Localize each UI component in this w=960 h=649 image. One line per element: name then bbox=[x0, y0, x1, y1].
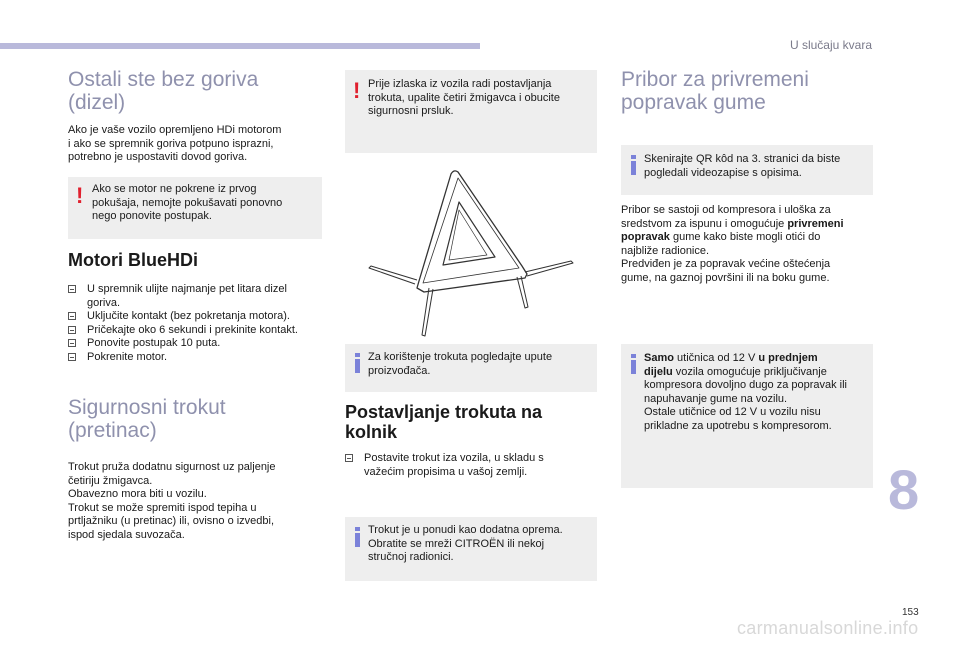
list-item: Pokrenite motor. bbox=[68, 351, 298, 365]
heading-bluehdi: Motori BlueHDi bbox=[68, 250, 198, 270]
fuel-intro: Ako je vaše vozilo opremljeno HDi motorom i ako se spremnik goriva potpuno isprazni, potrebno je uspostaviti dovod goriva. bbox=[68, 124, 282, 163]
info-box-usage: Za korištenje trokuta pogledajte upute proizvođača. bbox=[345, 344, 597, 392]
list-item: goriva. bbox=[87, 296, 121, 309]
info-icon bbox=[355, 353, 361, 373]
checkbox-icon bbox=[345, 454, 353, 462]
info-box-qr: Skenirajte QR kôd na 3. stranici da biste pogledali videozapise s opisima. bbox=[621, 145, 873, 195]
heading-repair-kit: Pribor za privremeni popravak gume bbox=[621, 68, 809, 114]
triangle-text: Trokut pruža dodatnu sigurnost uz paljenje četiriju žmigavca. Obavezno mora biti u vozilu. Trokut se može spremiti ispod tepiha u prtljažniku (u pretinac) ili, ovisno o izvedbi, ispod sjedala suvozača. bbox=[68, 461, 276, 541]
list-item: Pričekajte oko 6 sekundi i prekinite kontakt. bbox=[68, 324, 298, 338]
watermark: carmanualsonline.info bbox=[737, 618, 919, 638]
bluehdi-steps bbox=[68, 283, 298, 364]
page-number: 153 bbox=[902, 607, 919, 618]
list-item: Ponovite postupak 10 puta. bbox=[68, 337, 298, 351]
info-icon bbox=[631, 155, 637, 175]
list-item: važećim propisima u vašoj zemlji. bbox=[364, 465, 528, 478]
checkbox-icon bbox=[68, 353, 76, 361]
list-item: Postavite trokut iza vozila, u skladu s bbox=[345, 452, 544, 466]
list-item: Uključite kontakt (bez pokretanja motora). bbox=[68, 310, 298, 324]
list-item: U spremnik ulijte najmanje pet litara dizel bbox=[68, 283, 298, 297]
chapter-title: U slučaju kvara bbox=[789, 38, 872, 52]
checkbox-icon bbox=[68, 339, 76, 347]
warning-box-hazard: ! Prije izlaska iz vozila radi postavljanja trokuta, upalite četiri žmigavca i obucite sigurnosni prsluk. bbox=[345, 70, 597, 153]
checkbox-icon bbox=[68, 312, 76, 320]
place-steps bbox=[345, 452, 544, 479]
kit-description: Pribor se sastoji od kompresora i uloška za sredstvom za ispunu i omogućuje privremeni popravak gume kako biste mogli otići do najbliže radionice. Predviđen je za popravak većine oštećenja gume, na gaznoj površini ili na boku gume. bbox=[621, 204, 844, 284]
info-icon bbox=[631, 354, 637, 374]
warning-icon: ! bbox=[76, 183, 84, 208]
warning-triangle-illustration bbox=[345, 160, 597, 340]
checkbox-icon bbox=[68, 326, 76, 334]
heading-place-triangle: Postavljanje trokuta na kolnik bbox=[345, 402, 543, 442]
info-icon bbox=[355, 527, 361, 547]
info-box-socket: Samo utičnica od 12 V u prednjem dijelu vozila omogućuje priključivanje kompresora dovoljno dugo za popravak ili napuhavanje gume na vozilu. Ostale utičnice od 12 V u vozilu nisu prikladne za upotrebu s kompresorom. bbox=[621, 344, 873, 488]
heading-fuel: Ostali ste bez goriva (dizel) bbox=[68, 68, 259, 114]
chapter-color-bar bbox=[0, 43, 480, 49]
info-box-dealer: Trokut je u ponudi kao dodatna oprema. Obratite se mreži CITROËN ili nekoj stručnoj radionici. bbox=[345, 517, 597, 581]
warning-icon: ! bbox=[353, 78, 361, 103]
checkbox-icon bbox=[68, 285, 76, 293]
warning-box-engine: ! Ako se motor ne pokrene iz prvog pokušaja, nemojte pokušavati ponovno nego ponovite postupak. bbox=[68, 177, 322, 239]
chapter-number: 8 bbox=[888, 458, 920, 521]
heading-triangle: Sigurnosni trokut (pretinac) bbox=[68, 396, 226, 442]
